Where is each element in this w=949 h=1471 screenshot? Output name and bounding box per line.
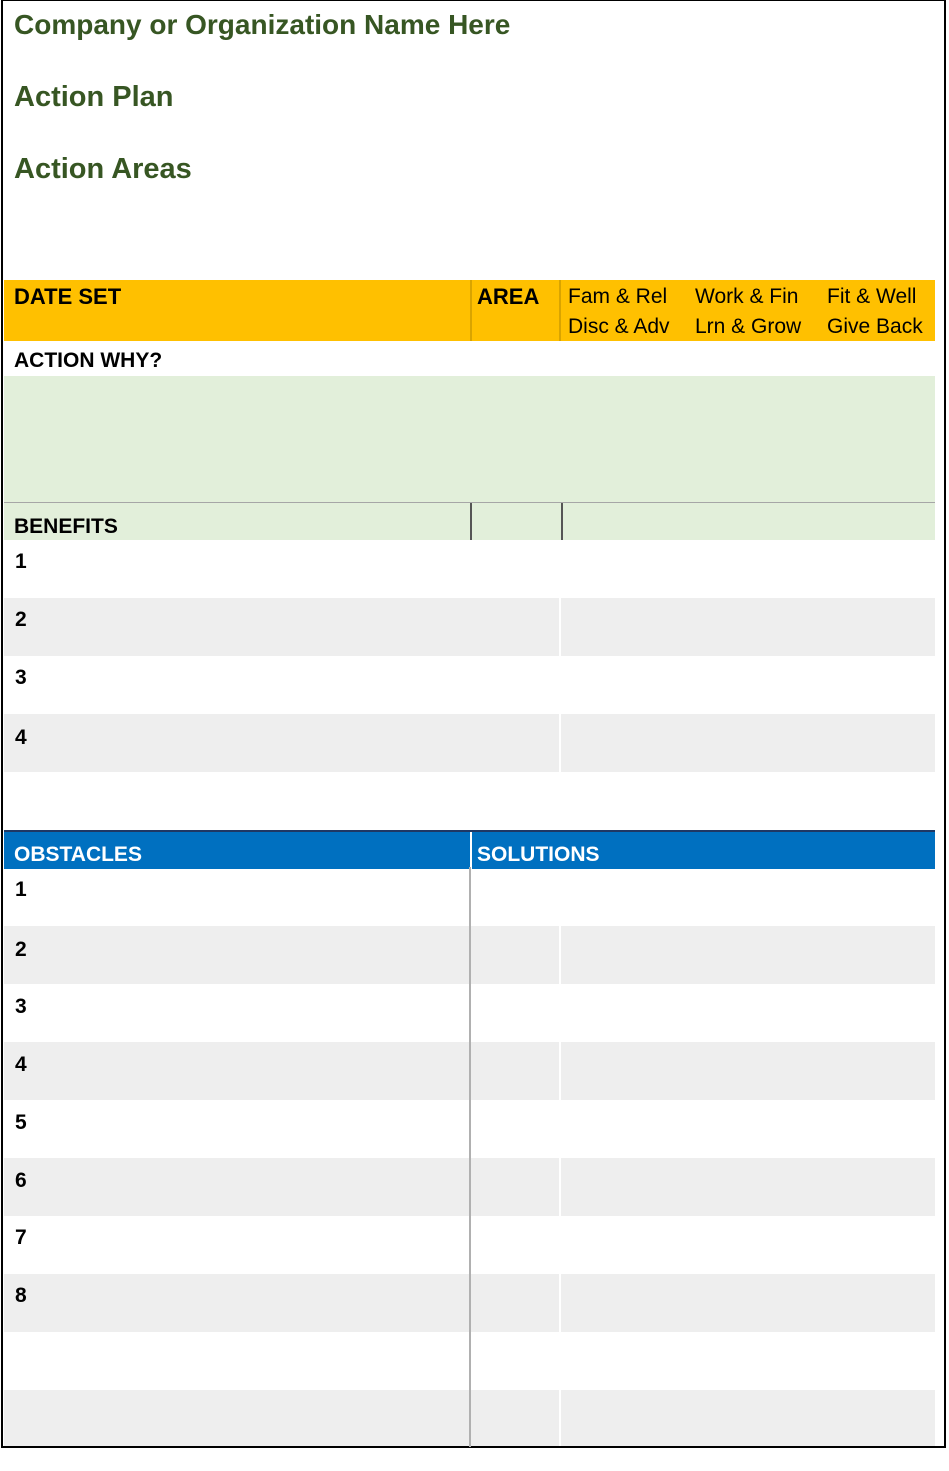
cell-gap (559, 598, 561, 656)
area-option[interactable]: Disc & Adv (568, 315, 670, 338)
area-option[interactable]: Work & Fin (695, 285, 799, 308)
row-number: 8 (15, 1284, 27, 1307)
area-option[interactable]: Lrn & Grow (695, 315, 802, 338)
obstacles-divider (470, 832, 472, 869)
row-number: 6 (15, 1169, 27, 1192)
action-plan-sheet (1, 0, 946, 1448)
band-divider (559, 280, 561, 341)
row-number: 7 (15, 1226, 27, 1249)
company-name: Company or Organization Name Here (14, 9, 511, 40)
cell-gap (559, 1274, 561, 1332)
area-option[interactable]: Fam & Rel (568, 285, 668, 308)
benefit-row[interactable] (4, 598, 935, 656)
action-why-field[interactable] (4, 376, 935, 503)
benefit-row[interactable] (4, 540, 935, 598)
cell-gap (559, 1042, 561, 1100)
cell-gap (559, 1158, 561, 1216)
obstacles-solutions-divider (469, 867, 471, 1447)
obstacles-label: OBSTACLES (14, 843, 142, 866)
row-number: 1 (15, 878, 27, 901)
benefit-row[interactable] (4, 714, 935, 772)
row-number: 3 (15, 666, 27, 689)
section-title: Action Areas (14, 153, 192, 185)
date-area-band (4, 280, 935, 341)
row-number: 2 (15, 608, 27, 631)
area-option[interactable]: Fit & Well (827, 285, 917, 308)
action-why-label: ACTION WHY? (14, 349, 163, 372)
cell-gap (559, 1390, 561, 1446)
row-number: 3 (15, 995, 27, 1018)
obstacles-header (4, 830, 935, 869)
area-label: AREA (477, 284, 540, 309)
cell-gap (559, 926, 561, 984)
row-number: 1 (15, 550, 27, 573)
benefits-divider (470, 503, 472, 540)
area-option[interactable]: Give Back (827, 315, 923, 338)
benefits-divider (561, 503, 563, 540)
doc-title: Action Plan (14, 81, 174, 113)
date-set-label: DATE SET (14, 284, 122, 309)
row-number: 4 (15, 1053, 27, 1076)
row-number: 2 (15, 938, 27, 961)
row-number: 5 (15, 1111, 27, 1134)
benefit-row[interactable] (4, 656, 935, 714)
benefits-label: BENEFITS (14, 515, 118, 538)
cell-gap (559, 714, 561, 772)
row-number: 4 (15, 726, 27, 749)
band-divider (470, 280, 472, 341)
solutions-label: SOLUTIONS (477, 843, 600, 866)
benefits-header (4, 503, 935, 540)
